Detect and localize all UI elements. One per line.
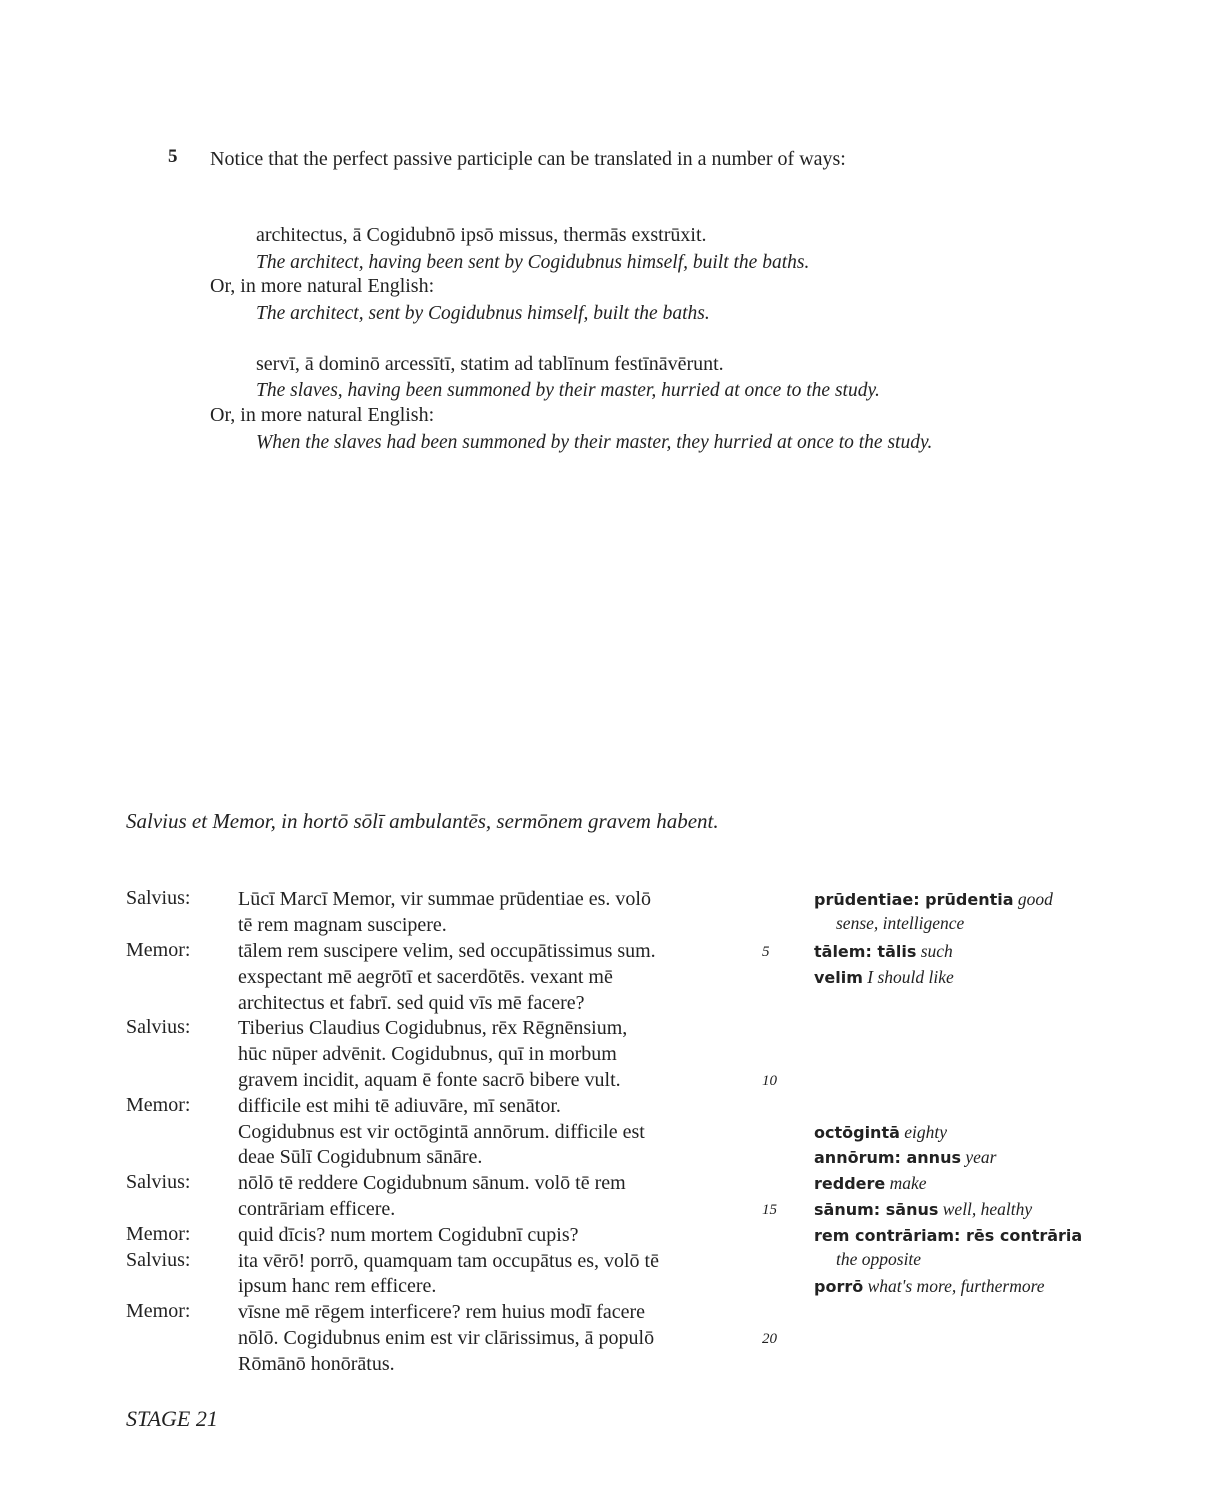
glossary-meaning: good <box>1017 889 1053 909</box>
example2-or-label: Or, in more natural English: <box>210 404 435 426</box>
dialogue-line: nōlō. Cogidubnus enim est vir clārissimus, ā populō <box>238 1327 655 1349</box>
dialogue-line: hūc nūper advēnit. Cogidubnus, quī in morbum <box>238 1043 617 1065</box>
glossary-head: reddere <box>814 1174 886 1193</box>
glossary-entry <box>814 1223 1082 1249</box>
dialogue-line: vīsne mē rēgem interficere? rem huius modī facere <box>238 1301 646 1323</box>
example2-natural: When the slaves had been summoned by their master, they hurried at once to the study. <box>256 432 933 453</box>
glossary-head: tālem: tālis <box>814 942 917 961</box>
speaker-memor: Memor: <box>126 1094 191 1116</box>
glossary-head: velim <box>814 968 863 987</box>
glossary-meaning-cont: sense, intelligence <box>836 913 965 933</box>
dialogue-intro: Salvius et Memor, in hortō sōlī ambulantēs, sermōnem gravem habent. <box>126 809 719 833</box>
example1-or-label: Or, in more natural English: <box>210 275 435 297</box>
section-number: 5 <box>168 146 178 167</box>
example2-latin: servī, ā dominō arcessītī, statim ad tablīnum festīnāvērunt. <box>256 353 724 375</box>
line-number: 20 <box>762 1331 777 1347</box>
speaker-salvius: Salvius: <box>126 887 191 909</box>
dialogue-line: deae Sūlī Cogidubnum sānāre. <box>238 1146 483 1168</box>
glossary-entry <box>814 1120 947 1146</box>
glossary-entry <box>814 1171 927 1197</box>
glossary-meaning: I should like <box>867 967 954 987</box>
dialogue-line: difficile est mihi tē adiuvāre, mī senātor. <box>238 1095 561 1117</box>
glossary-head: porrō <box>814 1277 864 1296</box>
glossary-meaning: such <box>920 941 953 961</box>
dialogue-line: contrāriam efficere. <box>238 1198 396 1220</box>
line-number: 5 <box>762 944 770 960</box>
line-number: 15 <box>762 1202 777 1218</box>
example2-literal: The slaves, having been summoned by their master, hurried at once to the study. <box>256 380 880 401</box>
dialogue-line: Lūcī Marcī Memor, vir summae prūdentiae es. volō <box>238 888 651 910</box>
example1-natural: The architect, sent by Cogidubnus himself, built the baths. <box>256 303 710 324</box>
glossary-meaning: well, healthy <box>942 1199 1033 1219</box>
speaker-salvius: Salvius: <box>126 1171 191 1193</box>
dialogue-line: exspectant mē aegrōtī et sacerdōtēs. vexant mē <box>238 966 613 988</box>
dialogue-line: tē rem magnam suscipere. <box>238 914 447 936</box>
glossary-head: annōrum: annus <box>814 1148 961 1167</box>
dialogue-line: gravem incidit, aquam ē fonte sacrō bibere vult. <box>238 1069 621 1091</box>
dialogue-line: quid dīcis? num mortem Cogidubnī cupis? <box>238 1224 579 1246</box>
glossary-meaning: eighty <box>904 1122 948 1142</box>
glossary-entry <box>814 887 1053 913</box>
dialogue-line: nōlō tē reddere Cogidubnum sānum. volō tē rem <box>238 1172 626 1194</box>
dialogue-line: Tiberius Claudius Cogidubnus, rēx Rēgnēnsium, <box>238 1017 628 1039</box>
glossary-meaning: year <box>965 1147 997 1167</box>
glossary-head: rem contrāriam: rēs contrāria <box>814 1226 1083 1245</box>
glossary-entry <box>814 1145 996 1171</box>
stage-footer: STAGE 21 <box>126 1406 218 1431</box>
glossary-head: sānum: sānus <box>814 1200 939 1219</box>
glossary-entry <box>814 939 953 965</box>
dialogue-line: ipsum hanc rem efficere. <box>238 1275 437 1297</box>
glossary-entry <box>814 965 954 991</box>
dialogue-line: tālem rem suscipere velim, sed occupātissimus sum. <box>238 940 656 962</box>
glossary-head: octōgintā <box>814 1123 900 1142</box>
section-intro: Notice that the perfect passive participle can be translated in a number of ways: <box>210 148 846 170</box>
speaker-memor: Memor: <box>126 1223 191 1245</box>
speaker-memor: Memor: <box>126 939 191 961</box>
glossary-meaning: what's more, furthermore <box>867 1276 1045 1296</box>
glossary-entry <box>814 1197 1032 1223</box>
example1-latin: architectus, ā Cogidubnō ipsō missus, thermās exstrūxit. <box>256 224 707 246</box>
line-number: 10 <box>762 1073 777 1089</box>
dialogue-line: ita vērō! porrō, quamquam tam occupātus es, volō tē <box>238 1250 659 1272</box>
glossary-meaning-cont: the opposite <box>836 1249 922 1269</box>
dialogue-line: architectus et fabrī. sed quid vīs mē facere? <box>238 992 585 1014</box>
glossary-meaning: make <box>889 1173 927 1193</box>
glossary-head: prūdentiae: prūdentia <box>814 890 1014 909</box>
example1-literal: The architect, having been sent by Cogidubnus himself, built the baths. <box>256 252 810 273</box>
speaker-salvius: Salvius: <box>126 1249 191 1271</box>
glossary-entry <box>814 1274 1045 1300</box>
dialogue-line: Rōmānō honōrātus. <box>238 1353 395 1375</box>
speaker-salvius: Salvius: <box>126 1016 191 1038</box>
dialogue-line: Cogidubnus est vir octōgintā annōrum. difficile est <box>238 1121 645 1143</box>
speaker-memor: Memor: <box>126 1300 191 1322</box>
